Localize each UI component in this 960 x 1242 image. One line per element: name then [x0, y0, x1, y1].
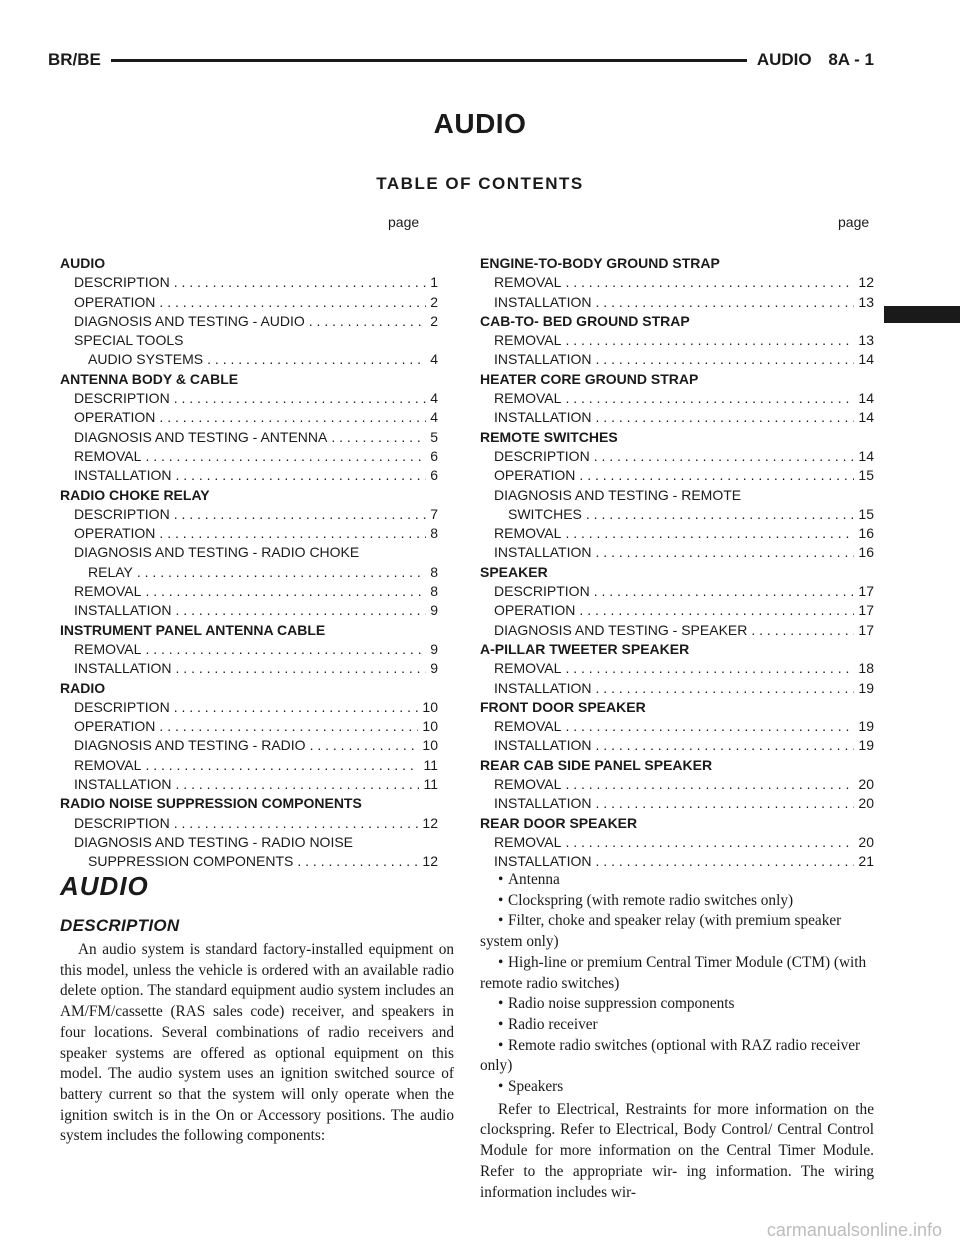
bullet-icon: • — [498, 995, 504, 1013]
toc-entry-label: INSTALLATION — [74, 776, 172, 793]
toc-entry[interactable] — [480, 679, 874, 698]
toc-leader-dots — [145, 640, 426, 659]
toc-entry[interactable] — [60, 312, 438, 331]
toc-leader-dots — [596, 543, 855, 562]
toc-entry-page: 16 — [858, 525, 874, 542]
bullet-icon: • — [498, 891, 504, 909]
toc-entry[interactable] — [480, 659, 874, 678]
watermark: carmanualsonline.info — [766, 1220, 942, 1240]
toc-entry-page: 8 — [430, 525, 438, 542]
toc-section-heading: ENGINE-TO-BODY GROUND STRAP — [480, 255, 720, 271]
list-item — [480, 870, 874, 891]
toc-entry[interactable] — [480, 293, 874, 312]
toc-entry-label: REMOVAL — [74, 583, 142, 600]
toc-entry[interactable] — [60, 505, 438, 524]
toc-entry[interactable] — [480, 273, 874, 292]
toc-leader-dots — [176, 659, 427, 678]
toc-section-heading: RADIO NOISE SUPPRESSION COMPONENTS — [60, 795, 362, 812]
toc-entry[interactable] — [60, 350, 438, 369]
toc-entry[interactable] — [60, 273, 438, 292]
header-rule — [111, 59, 747, 62]
toc-entry-page: 14 — [858, 409, 874, 426]
toc-entry-label: REMOVAL — [494, 833, 562, 850]
toc-leader-dots — [174, 814, 419, 833]
toc-entry-page: 17 — [858, 602, 874, 619]
page-header — [48, 48, 874, 72]
toc-entry-label: DESCRIPTION — [74, 390, 170, 407]
toc-entry-label: OPERATION — [74, 525, 156, 542]
toc-entry[interactable] — [60, 563, 438, 582]
toc-entry[interactable] — [60, 814, 438, 833]
list-item-text: Speakers — [508, 1078, 564, 1096]
section-tab-marker — [884, 306, 960, 323]
list-item — [480, 891, 874, 912]
toc-entry-page: 17 — [858, 583, 874, 600]
toc-leader-dots — [145, 582, 426, 601]
toc-entry-page: 19 — [858, 737, 874, 754]
toc-entry-page: 4 — [430, 390, 438, 407]
toc-entry[interactable] — [480, 466, 874, 485]
list-item-text: Filter, choke and speaker relay (with premium speaker system only) — [480, 912, 842, 951]
toc-leader-dots — [159, 293, 426, 312]
toc-leader-dots — [579, 466, 854, 485]
toc-entry[interactable] — [60, 331, 438, 350]
toc-leader-dots — [565, 717, 854, 736]
toc-entry[interactable] — [480, 389, 874, 408]
toc-leader-dots — [565, 524, 854, 543]
list-item — [480, 1015, 874, 1036]
toc-entry-label: REMOVAL — [74, 756, 142, 773]
toc-leader-dots — [596, 794, 855, 813]
list-item-text: Radio noise suppression components — [508, 995, 735, 1013]
toc-entry-page: 4 — [430, 351, 438, 368]
toc-leader-dots — [596, 736, 855, 755]
toc-entry-page: 14 — [858, 447, 874, 464]
list-item — [480, 911, 874, 952]
toc-entry-label: OPERATION — [494, 467, 576, 484]
toc-entry-page: 2 — [430, 312, 438, 329]
toc-entry[interactable] — [480, 524, 874, 543]
toc-section-heading: ANTENNA BODY & CABLE — [60, 370, 239, 387]
toc-entry-label: DIAGNOSIS AND TESTING - AUDIO — [74, 312, 305, 329]
toc-leader-dots — [174, 389, 427, 408]
toc-leader-dots — [596, 350, 855, 369]
header-model: BR/BE — [48, 50, 101, 69]
toc-leader-dots — [176, 601, 427, 620]
toc-leader-dots — [145, 447, 426, 466]
toc-entry[interactable] — [60, 524, 438, 543]
toc-entry[interactable] — [480, 794, 874, 813]
toc-entry-label: OPERATION — [74, 718, 156, 735]
toc-leader-dots — [586, 505, 855, 524]
toc-entry-label: DIAGNOSIS AND TESTING - REMOTE — [494, 486, 742, 503]
toc-entry-label: INSTALLATION — [494, 544, 592, 561]
toc-entry-page: 15 — [858, 505, 874, 522]
toc-entry-page: 15 — [858, 467, 874, 484]
toc-entry-label: SPECIAL TOOLS — [74, 332, 184, 349]
toc-section-heading: INSTRUMENT PANEL ANTENNA CABLE — [60, 621, 326, 638]
toc-leader-dots — [565, 331, 854, 350]
toc-entry[interactable] — [60, 543, 438, 562]
toc-leader-dots — [137, 563, 426, 582]
toc-leader-dots — [594, 447, 855, 466]
toc-section-heading: FRONT DOOR SPEAKER — [480, 698, 646, 715]
toc-leader-dots — [596, 852, 855, 871]
toc-entry-label: REMOVAL — [494, 390, 562, 407]
header-section: AUDIO — [756, 50, 812, 69]
toc-entry-page: 20 — [858, 795, 874, 812]
toc-entry[interactable] — [60, 698, 438, 717]
toc-entry-label: DESCRIPTION — [74, 505, 170, 522]
toc-entry[interactable] — [480, 331, 874, 350]
toc-entry-page: 8 — [430, 583, 438, 600]
toc-leader-dots — [751, 621, 854, 640]
toc-entry[interactable] — [60, 756, 438, 775]
toc-entry[interactable] — [60, 389, 438, 408]
toc-entry-label: REMOVAL — [494, 718, 562, 735]
toc-entry-page: 17 — [858, 621, 874, 638]
toc-entry[interactable] — [480, 486, 874, 505]
toc-leader-dots — [309, 312, 426, 331]
toc-entry[interactable] — [60, 775, 438, 794]
toc-entry-label: DESCRIPTION — [494, 447, 590, 464]
list-item — [480, 1036, 874, 1077]
description-paragraph: An audio system is standard factory-installed equipment on this model, unless the vehicle is ordered with an available radio delete option. The standard equipment audio system includes an AM/FM/cassette (RAS sales code) receiver, and speakers in four locations. Several combinations of radio receivers and speaker systems are offered as optional equipment on this model. The audio system uses an ignition switched source of battery current so that the system will only operate when the ignition switch is in the On or Accessory positions. The audio system includes the following components: — [60, 941, 454, 1145]
list-item-text: High-line or premium Central Timer Module (CTM) (with remote radio switches) — [480, 953, 867, 992]
toc-entry-label: REMOVAL — [494, 660, 562, 677]
toc-leader-dots — [145, 756, 419, 775]
toc-entry-label: REMOVAL — [74, 447, 142, 464]
toc-leader-dots — [579, 601, 854, 620]
toc-entry-page: 11 — [423, 756, 438, 773]
toc-page-label-left: page — [388, 214, 420, 230]
toc-leader-dots — [159, 524, 426, 543]
header-right — [757, 50, 874, 70]
toc-entry[interactable] — [480, 717, 874, 736]
toc-entry[interactable] — [60, 601, 438, 620]
toc-entry[interactable] — [480, 621, 874, 640]
body-right-column — [480, 870, 874, 1203]
toc-entry-page: 4 — [430, 409, 438, 426]
toc-entry-page: 10 — [422, 718, 438, 735]
toc-entry-label: REMOVAL — [494, 525, 562, 542]
toc-section-heading: AUDIO — [60, 255, 106, 271]
toc-leader-dots — [207, 350, 426, 369]
bullet-icon: • — [498, 1078, 504, 1096]
toc-entry-label: AUDIO SYSTEMS — [88, 351, 204, 368]
toc-entry[interactable] — [480, 408, 874, 427]
toc-entry-page: 5 — [430, 428, 438, 445]
toc-entry[interactable] — [60, 408, 438, 427]
toc-entry-label: REMOVAL — [74, 640, 142, 657]
list-item — [480, 1077, 874, 1098]
toc-entry-page: 21 — [858, 853, 874, 870]
list-item-text: Antenna — [508, 871, 560, 888]
toc-entry-page: 12 — [858, 274, 874, 291]
toc-leader-dots — [596, 408, 855, 427]
toc-entry-page: 14 — [858, 351, 874, 368]
toc-leader-dots — [594, 582, 855, 601]
toc-entry-label: INSTALLATION — [74, 660, 172, 677]
section-heading: AUDIO — [60, 871, 149, 901]
bullet-icon: • — [498, 912, 504, 930]
toc-leader-dots — [331, 428, 426, 447]
toc-entry-page: 6 — [430, 447, 438, 464]
toc-entry[interactable] — [60, 582, 438, 601]
toc-entry-page: 6 — [430, 467, 438, 484]
toc-title: TABLE OF CONTENTS — [376, 174, 584, 193]
toc-entry[interactable] — [60, 447, 438, 466]
toc-entry-page: 12 — [422, 814, 438, 831]
toc-entry-page: 20 — [858, 833, 874, 850]
subsection-heading: DESCRIPTION — [60, 916, 180, 935]
toc-entry[interactable] — [480, 736, 874, 755]
toc-entry-page: 11 — [423, 776, 438, 793]
toc-entry[interactable] — [480, 505, 874, 524]
toc-section-heading: RADIO — [60, 679, 106, 696]
toc-entry-label: INSTALLATION — [494, 737, 592, 754]
toc-entry-label: RELAY — [88, 563, 133, 580]
list-item-text: Radio receiver — [508, 1015, 598, 1033]
toc-entry-label: OPERATION — [74, 293, 156, 310]
toc-entry-page: 9 — [430, 660, 438, 677]
toc-entry-label: DESCRIPTION — [74, 814, 170, 831]
toc-entry-page: 14 — [858, 390, 874, 407]
toc-entry[interactable] — [60, 428, 438, 447]
toc-entry-label: INSTALLATION — [74, 602, 172, 619]
toc-entry-label: DESCRIPTION — [74, 274, 170, 291]
component-list — [480, 870, 874, 1098]
toc-entry[interactable] — [60, 736, 438, 755]
toc-entry-label: INSTALLATION — [494, 409, 592, 426]
toc-entry-page: 9 — [430, 602, 438, 619]
toc-entry-page: 7 — [430, 505, 438, 522]
toc-entry[interactable] — [480, 601, 874, 620]
toc-leader-dots — [174, 273, 427, 292]
toc-entry-label: INSTALLATION — [494, 795, 592, 812]
toc-leader-dots — [297, 852, 418, 871]
list-item-text: Remote radio switches (optional with RAZ radio receiver only) — [480, 1036, 861, 1075]
toc-section-heading: CAB-TO- BED GROUND STRAP — [480, 312, 690, 329]
toc-entry-page: 1 — [430, 274, 438, 291]
toc-leader-dots — [159, 408, 426, 427]
toc-entry-page: 19 — [858, 718, 874, 735]
toc-section-heading: RADIO CHOKE RELAY — [60, 486, 210, 503]
toc-entry-label: DESCRIPTION — [74, 698, 170, 715]
reference-paragraph: Refer to Electrical, Restraints for more information on the clockspring. Refer to Electrical, Body Control/ Central Control Module for more information on the Central Timer Module. Refer to the appropriate wir- ing information. The wiring information includes wir- — [480, 1100, 874, 1201]
toc-section-heading: SPEAKER — [480, 563, 548, 580]
list-item-text: Clockspring (with remote radio switches only) — [508, 891, 794, 909]
toc-right-column — [480, 254, 874, 872]
toc-entry-label: INSTALLATION — [494, 679, 592, 696]
toc-entry[interactable] — [480, 350, 874, 369]
toc-section-heading: REAR DOOR SPEAKER — [480, 814, 638, 831]
toc-leader-dots — [565, 273, 854, 292]
toc-entry[interactable] — [60, 640, 438, 659]
toc-entry-label: REMOVAL — [494, 776, 562, 793]
toc-section-heading: REMOTE SWITCHES — [480, 428, 618, 445]
toc-entry-label: DIAGNOSIS AND TESTING - RADIO CHOKE — [74, 544, 360, 561]
toc-entry-page: 9 — [430, 640, 438, 657]
bullet-icon: • — [498, 871, 504, 888]
bullet-icon: • — [498, 1036, 504, 1054]
toc-leader-dots — [310, 736, 419, 755]
toc-entry-label: INSTALLATION — [494, 853, 592, 870]
toc-leader-dots — [596, 679, 855, 698]
body-left-column — [60, 870, 454, 1147]
toc-leader-dots — [596, 293, 855, 312]
toc-entry-page: 19 — [858, 679, 874, 696]
toc-leader-dots — [176, 466, 427, 485]
toc-entry-page: 16 — [858, 544, 874, 561]
toc-entry[interactable] — [480, 775, 874, 794]
toc-leader-dots — [565, 659, 854, 678]
toc-entry-label: OPERATION — [494, 602, 576, 619]
toc-entry-page: 10 — [422, 698, 438, 715]
toc-page-label-right: page — [838, 214, 870, 230]
toc-leader-dots — [176, 775, 420, 794]
toc-leader-dots — [565, 833, 854, 852]
toc-entry-label: SWITCHES — [508, 505, 582, 522]
toc-entry-label: DIAGNOSIS AND TESTING - RADIO — [74, 737, 306, 754]
toc-section-heading: REAR CAB SIDE PANEL SPEAKER — [480, 756, 713, 773]
toc-entry-page: 2 — [430, 293, 438, 310]
toc-leader-dots — [565, 775, 854, 794]
toc-entry[interactable] — [480, 852, 874, 871]
toc-entry-label: DIAGNOSIS AND TESTING - RADIO NOISE — [74, 833, 354, 850]
toc-entry-page: 20 — [858, 776, 874, 793]
toc-entry-page: 13 — [858, 293, 874, 310]
toc-entry[interactable] — [60, 293, 438, 312]
toc-entry-label: INSTALLATION — [494, 293, 592, 310]
page-title: AUDIO — [433, 108, 527, 139]
header-page-number: 8A - 1 — [828, 50, 874, 69]
toc-entry-page: 8 — [430, 563, 438, 580]
list-item — [480, 994, 874, 1015]
toc-section-heading: A-PILLAR TWEETER SPEAKER — [480, 640, 690, 657]
toc-leader-dots — [159, 717, 418, 736]
toc-entry[interactable] — [60, 466, 438, 485]
toc-entry-label: REMOVAL — [494, 274, 562, 291]
toc-entry-label: DIAGNOSIS AND TESTING - SPEAKER — [494, 621, 748, 638]
toc-entry[interactable] — [60, 852, 438, 871]
toc-leader-dots — [565, 389, 854, 408]
bullet-icon: • — [498, 953, 504, 971]
toc-entry[interactable] — [60, 717, 438, 736]
toc-entry-label: OPERATION — [74, 409, 156, 426]
toc-entry[interactable] — [480, 543, 874, 562]
toc-section-heading: HEATER CORE GROUND STRAP — [480, 370, 699, 387]
list-item — [480, 953, 874, 994]
bullet-icon: • — [498, 1015, 504, 1033]
toc-entry-page: 13 — [858, 332, 874, 349]
toc-entry-page: 12 — [422, 853, 438, 870]
toc-entry-label: DIAGNOSIS AND TESTING - ANTENNA — [74, 428, 328, 445]
toc-entry[interactable] — [480, 447, 874, 466]
toc-entry-label: DESCRIPTION — [494, 583, 590, 600]
toc-entry[interactable] — [480, 833, 874, 852]
toc-entry-page: 18 — [858, 660, 874, 677]
toc-leader-dots — [174, 505, 427, 524]
toc-entry-label: REMOVAL — [494, 332, 562, 349]
toc-entry-label: INSTALLATION — [494, 351, 592, 368]
toc-entry[interactable] — [480, 582, 874, 601]
toc-entry-label: INSTALLATION — [74, 467, 172, 484]
toc-entry[interactable] — [60, 833, 438, 852]
toc-leader-dots — [174, 698, 419, 717]
toc-entry[interactable] — [60, 659, 438, 678]
toc-entry-page: 10 — [422, 737, 438, 754]
toc-entry-label: SUPPRESSION COMPONENTS — [88, 853, 294, 870]
toc-left-column — [60, 254, 438, 872]
